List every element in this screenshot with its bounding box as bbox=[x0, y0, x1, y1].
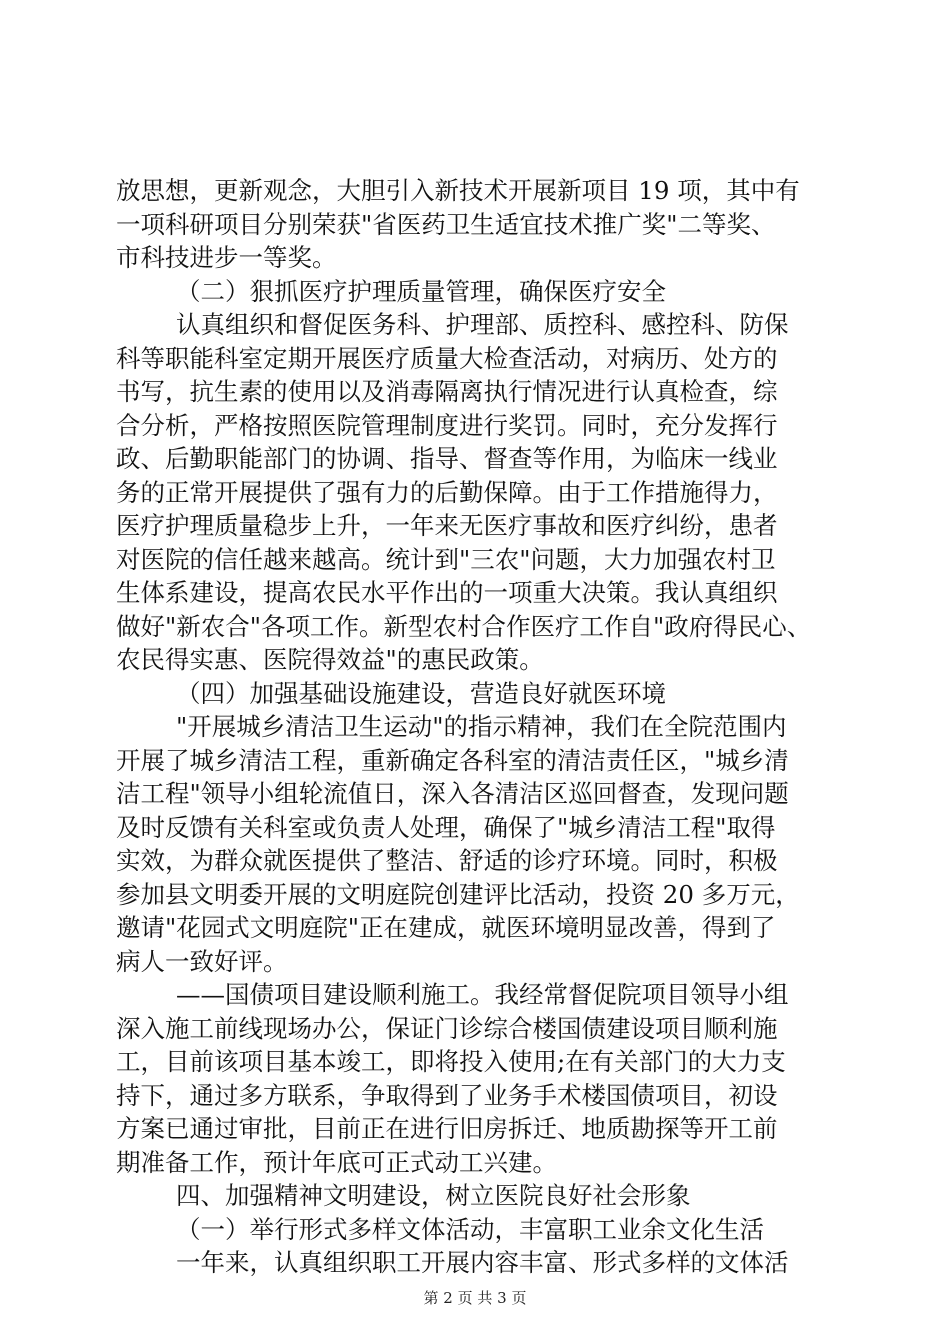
text-line: 务的正常开展提供了强有力的后勤保障。由于工作措施得力， bbox=[116, 477, 778, 507]
text-line: （一）举行形式多样文体活动，丰富职工业余文化生活 bbox=[176, 1214, 764, 1244]
text-line: 农民得实惠、医院得效益"的惠民政策。 bbox=[116, 645, 544, 674]
text-line: 科等职能科室定期开展医疗质量大检查活动，对病历、处方的 bbox=[116, 343, 778, 373]
text-line: 及时反馈有关科室或负责人处理，确保了"城乡清洁工程"取得 bbox=[116, 812, 776, 842]
text-line: 一项科研项目分别荣获"省医药卫生适宜技术推广奖"二等奖、 bbox=[116, 209, 776, 239]
text-line: 工，目前该项目基本竣工，即将投入使用;在有关部门的大力支 bbox=[116, 1047, 786, 1076]
page-footer: 第 2 页 共 3 页 bbox=[423, 1289, 527, 1307]
text-line: 方案已通过审批，目前正在进行旧房拆迁、地质勘探等开工前 bbox=[116, 1114, 778, 1143]
text-line: 开展了城乡清洁工程，重新确定各科室的清洁责任区，"城乡清 bbox=[116, 745, 789, 775]
text-line: （二）狠抓医疗护理质量管理，确保医疗安全 bbox=[176, 276, 666, 306]
text-line: 病人一致好评。 bbox=[116, 946, 288, 976]
text-line: ——国债项目建设顺利施工。我经常督促院项目领导小组 bbox=[176, 980, 789, 1009]
document-body bbox=[116, 174, 836, 1280]
text-line: （四）加强基础设施建设，营造良好就医环境 bbox=[176, 678, 666, 708]
text-line: 持下，通过多方联系，争取得到了业务手术楼国债项目，初设 bbox=[116, 1080, 778, 1110]
text-line: 政、后勤职能部门的协调、指导、督查等作用，为临床一线业 bbox=[116, 444, 778, 473]
text-line: 洁工程"领导小组轮流值日，深入各清洁区巡回督查，发现问题 bbox=[116, 779, 789, 808]
text-line: 邀请"花园式文明庭院"正在建成，就医环境明显改善，得到了 bbox=[116, 913, 776, 942]
text-line: 对医院的信任越来越高。统计到"三农"问题，大力加强农村卫 bbox=[116, 544, 776, 574]
text-line: 做好"新农合"各项工作。新型农村合作医疗工作自"政府得民心、 bbox=[116, 611, 812, 641]
text-line: 一年来，认真组织职工开展内容丰富、形式多样的文体活 bbox=[176, 1248, 789, 1277]
text-line: 放思想，更新观念，大胆引入新技术开展新项目 19 项，其中有 bbox=[116, 176, 800, 205]
text-line: 四、加强精神文明建设，树立医院良好社会形象 bbox=[176, 1181, 691, 1210]
text-line: 参加县文明委开展的文明庭院创建评比活动，投资 20 多万元， bbox=[116, 879, 800, 909]
text-line: 认真组织和督促医务科、护理部、质控科、感控科、防保 bbox=[176, 310, 789, 339]
text-line: 深入施工前线现场办公，保证门诊综合楼国债建设项目顺利施 bbox=[116, 1013, 778, 1043]
text-line: 实效，为群众就医提供了整洁、舒适的诊疗环境。同时，积极 bbox=[116, 846, 778, 875]
text-line: 生体系建设，提高农民水平作出的一项重大决策。我认真组织 bbox=[116, 578, 778, 607]
text-line: 医疗护理质量稳步上升，一年来无医疗事故和医疗纠纷，患者 bbox=[116, 511, 778, 540]
text-line: 期准备工作，预计年底可正式动工兴建。 bbox=[116, 1147, 557, 1177]
text-line: 市科技进步一等奖。 bbox=[116, 243, 337, 272]
text-line: 合分析，严格按照医院管理制度进行奖罚。同时，充分发挥行 bbox=[116, 410, 778, 440]
text-line: "开展城乡清洁卫生运动"的指示精神，我们在全院范围内 bbox=[176, 712, 787, 741]
text-line: 书写，抗生素的使用以及消毒隔离执行情况进行认真检查，综 bbox=[116, 377, 778, 406]
